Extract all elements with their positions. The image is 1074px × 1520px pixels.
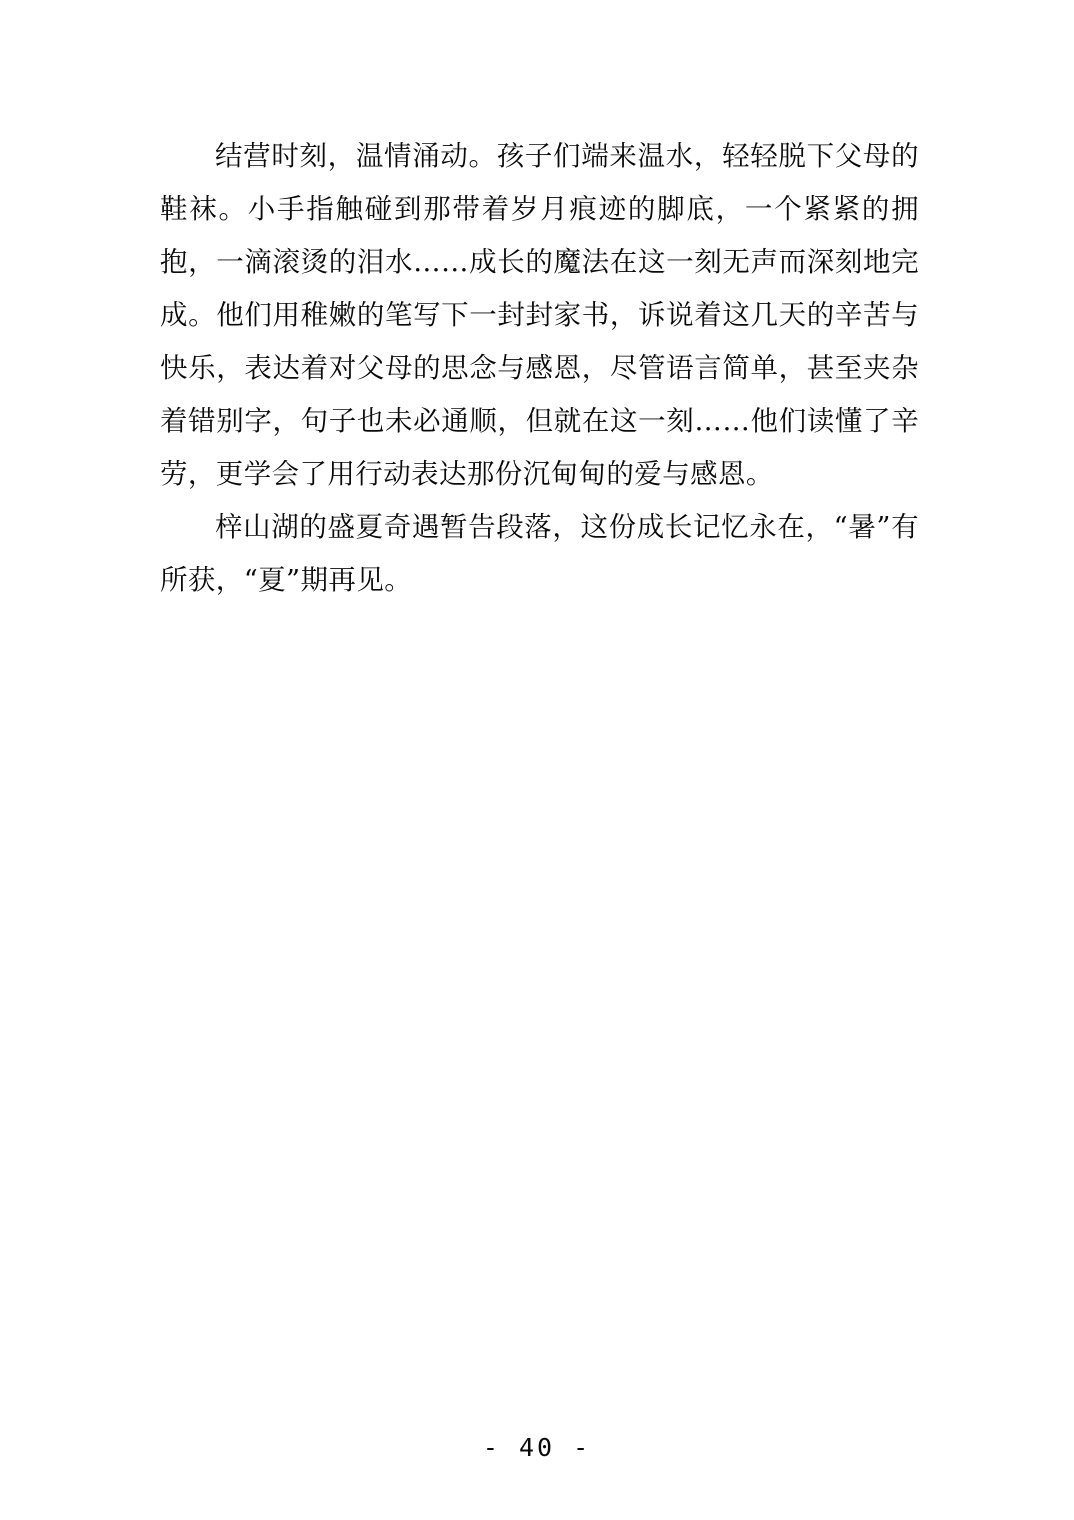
- page-footer: [0, 1433, 1074, 1462]
- page-number: - 40 -: [482, 1433, 592, 1462]
- paragraph-2: 梓山湖的盛夏奇遇暂告段落，这份成长记忆永在，“暑”有所获，“夏”期再见。: [160, 511, 919, 596]
- document-body: [160, 130, 919, 607]
- paragraph-1: 结营时刻，温情涌动。孩子们端来温水，轻轻脱下父母的鞋袜。小手指触碰到那带着岁月痕迹的脚底，一个紧紧的拥抱，一滴滚烫的泪水……成长的魔法在这一刻无声而深刻地完成。他们用稚嫩的笔写下一封封家书，诉说着这几天的辛苦与快乐，表达着对父母的思念与感恩，尽管语言简单，甚至夹杂着错别字，句子也未必通顺，但就在这一刻……他们读懂了辛劳，更学会了用行动表达那份沉甸甸的爱与感恩。: [160, 140, 919, 490]
